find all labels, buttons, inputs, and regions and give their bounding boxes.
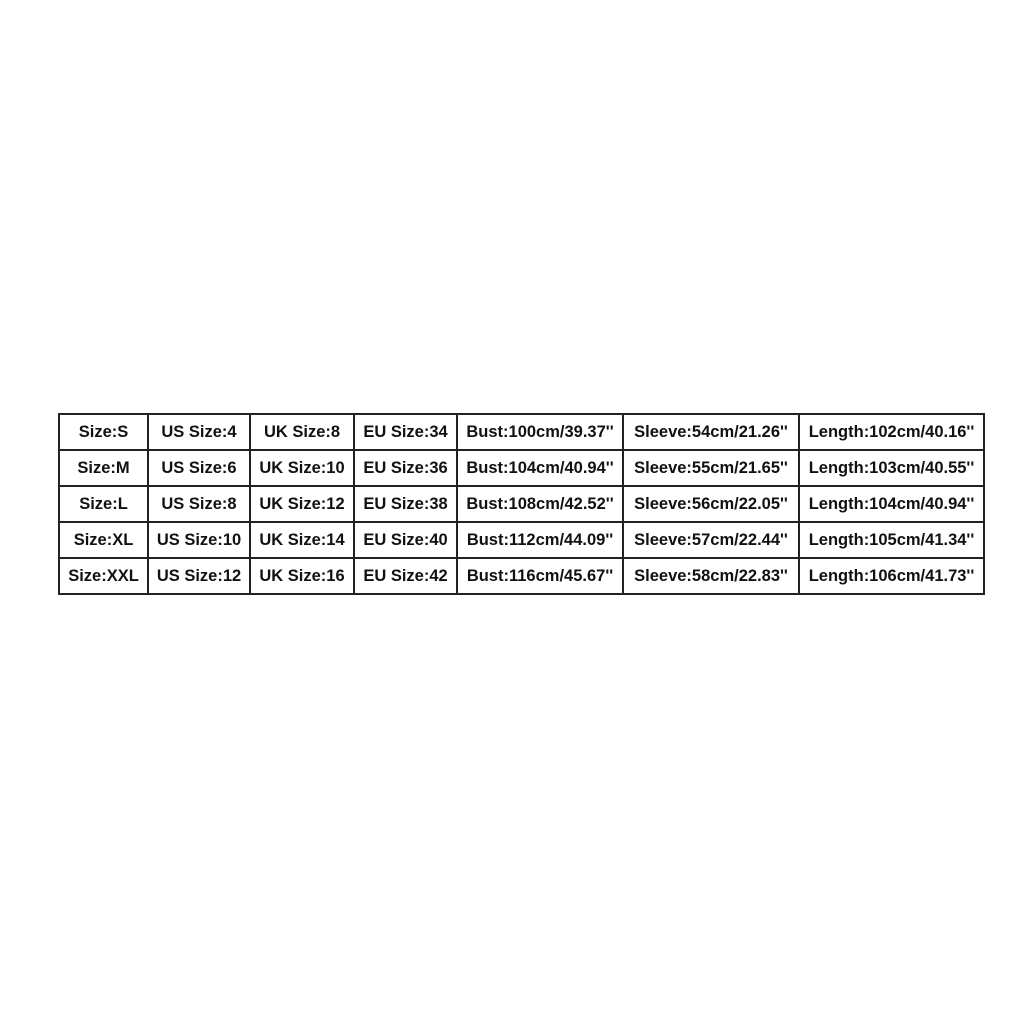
table-cell-us-size: US Size:6 <box>148 450 250 486</box>
table-cell-us-size: US Size:12 <box>148 558 250 594</box>
table-cell-length: Length:102cm/40.16'' <box>799 414 984 450</box>
table-cell-eu-size: EU Size:40 <box>354 522 457 558</box>
table-cell-length: Length:105cm/41.34'' <box>799 522 984 558</box>
table-cell-size: Size:S <box>59 414 148 450</box>
table-cell-sleeve: Sleeve:58cm/22.83'' <box>623 558 799 594</box>
table-cell-size: Size:M <box>59 450 148 486</box>
table-cell-us-size: US Size:4 <box>148 414 250 450</box>
table-cell-uk-size: UK Size:10 <box>250 450 354 486</box>
table-cell-bust: Bust:100cm/39.37'' <box>457 414 623 450</box>
table-cell-sleeve: Sleeve:57cm/22.44'' <box>623 522 799 558</box>
table-cell-us-size: US Size:8 <box>148 486 250 522</box>
table-row <box>59 522 984 558</box>
table-cell-size: Size:XXL <box>59 558 148 594</box>
size-chart-table <box>58 413 985 595</box>
table-cell-bust: Bust:112cm/44.09'' <box>457 522 623 558</box>
table-cell-us-size: US Size:10 <box>148 522 250 558</box>
table-cell-sleeve: Sleeve:54cm/21.26'' <box>623 414 799 450</box>
table-row <box>59 558 984 594</box>
table-cell-eu-size: EU Size:34 <box>354 414 457 450</box>
table-cell-eu-size: EU Size:38 <box>354 486 457 522</box>
table-cell-eu-size: EU Size:42 <box>354 558 457 594</box>
table-cell-sleeve: Sleeve:55cm/21.65'' <box>623 450 799 486</box>
table-cell-uk-size: UK Size:12 <box>250 486 354 522</box>
table-cell-sleeve: Sleeve:56cm/22.05'' <box>623 486 799 522</box>
table-cell-uk-size: UK Size:14 <box>250 522 354 558</box>
table-row <box>59 414 984 450</box>
table-cell-uk-size: UK Size:8 <box>250 414 354 450</box>
table-cell-length: Length:104cm/40.94'' <box>799 486 984 522</box>
table-row <box>59 486 984 522</box>
table-cell-bust: Bust:108cm/42.52'' <box>457 486 623 522</box>
table-cell-uk-size: UK Size:16 <box>250 558 354 594</box>
table-cell-length: Length:106cm/41.73'' <box>799 558 984 594</box>
table-cell-length: Length:103cm/40.55'' <box>799 450 984 486</box>
table-cell-bust: Bust:116cm/45.67'' <box>457 558 623 594</box>
table-cell-size: Size:L <box>59 486 148 522</box>
table-cell-size: Size:XL <box>59 522 148 558</box>
table-cell-eu-size: EU Size:36 <box>354 450 457 486</box>
table-row <box>59 450 984 486</box>
table-cell-bust: Bust:104cm/40.94'' <box>457 450 623 486</box>
